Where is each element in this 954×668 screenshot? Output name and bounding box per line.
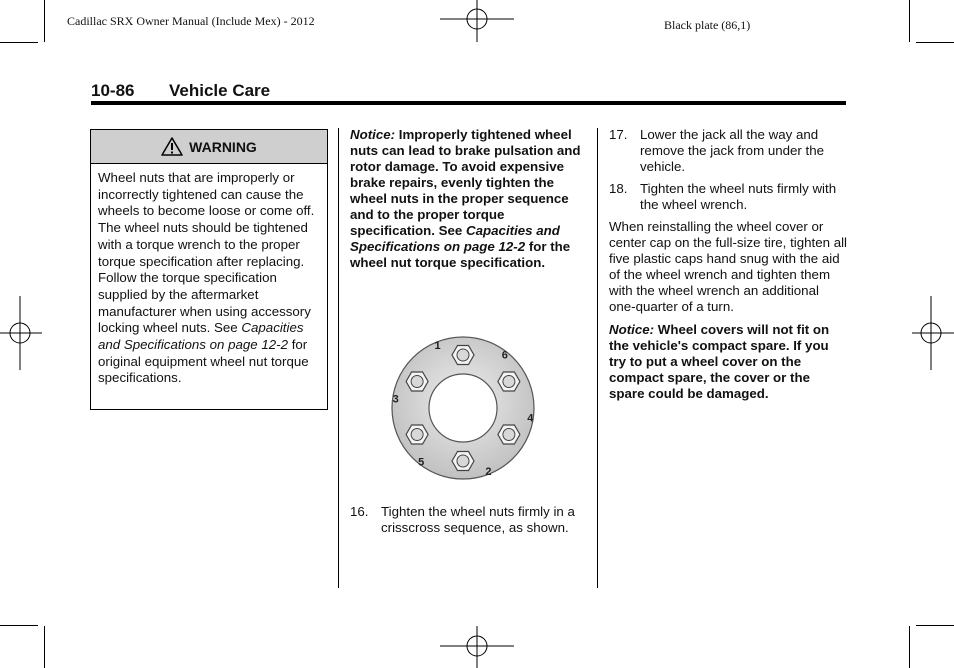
lug-sequence-label: 1 xyxy=(434,339,441,352)
header-right: Black plate (86,1) xyxy=(664,18,751,32)
wheel-nut-sequence-diagram xyxy=(390,322,540,482)
section-rule xyxy=(91,101,846,105)
warning-title: WARNING xyxy=(189,138,257,155)
step-16 xyxy=(350,504,590,542)
reinstall-paragraph: When reinstalling the wheel cover or center cap on the full-size tire, tighten all five plastic caps hand snug with the aid of the wheel wrench and tighten them with the wheel wrench an additional one-quarter of a turn. xyxy=(609,219,847,314)
step-text: Lower the jack all the way and remove the jack from under the vehicle. xyxy=(640,127,825,174)
lug-stud xyxy=(411,429,423,441)
notice-label: Notice: xyxy=(350,127,396,142)
lug-sequence-label: 3 xyxy=(392,393,399,406)
crop-mark xyxy=(916,42,954,43)
warning-header xyxy=(91,130,327,164)
step-number: 16. xyxy=(350,504,369,519)
warning-text-a: Wheel nuts that are improperly or incorrectly tightened can cause the wheels to become loose or come off. The wheel nuts should be tightened with a torque wrench to the proper torque specification after replacing. Follow the torque specification supplied by the aftermarket manufacturer when using accessory locking wheel nuts. See xyxy=(98,170,315,336)
warning-reference-link[interactable]: Capacities and Specifications on page 12-2 xyxy=(98,320,304,353)
lug-stud xyxy=(457,455,469,467)
step-number: 18. xyxy=(609,181,628,196)
notice-text-b: for the wheel nut torque specification. xyxy=(350,239,571,270)
crop-mark xyxy=(909,626,910,668)
notice-text: Wheel covers will not fit on the vehicle's compact spare. If you try to put a wheel cover on the compact spare, the cover or the spare could be damaged. xyxy=(609,322,830,401)
column-divider xyxy=(338,128,339,588)
registration-mark-right xyxy=(912,296,954,370)
registration-mark-left xyxy=(0,296,42,370)
lug-stud xyxy=(457,349,469,361)
lug-sequence-label: 2 xyxy=(485,466,492,479)
registration-mark-bottom xyxy=(440,626,514,668)
lug-sequence-label: 5 xyxy=(418,456,425,469)
warning-triangle-icon xyxy=(161,137,183,156)
notice-text-a: Improperly tightened wheel nuts can lead to brake pulsation and rotor damage. To avoid expensive brake repairs, evenly tighten the wheel nuts in the proper sequence and to the proper torque specification. See xyxy=(350,127,581,238)
crop-mark xyxy=(0,625,38,626)
crop-mark xyxy=(44,626,45,668)
right-column xyxy=(609,127,849,402)
center-bore xyxy=(429,374,497,442)
step-18 xyxy=(609,181,849,213)
registration-mark-top xyxy=(440,0,514,42)
step-number: 17. xyxy=(609,127,628,142)
header-left: Cadillac SRX Owner Manual (Include Mex) - 2012 xyxy=(67,14,315,28)
notice-compact-spare xyxy=(609,322,849,402)
notice-label: Notice: xyxy=(609,322,655,337)
lug-stud xyxy=(503,376,515,388)
lug-sequence-label: 4 xyxy=(527,412,534,425)
notice-reference-link[interactable]: Capacities and Specifications on page 12-2 xyxy=(350,223,560,254)
warning-box xyxy=(90,129,328,410)
lug-sequence-label: 6 xyxy=(501,349,508,362)
warning-text-b: for original equipment wheel nut torque specifications. xyxy=(98,337,309,386)
lug-stud xyxy=(503,429,515,441)
notice-brake xyxy=(350,127,590,271)
section-name: Vehicle Care xyxy=(169,81,271,100)
lug-stud xyxy=(411,376,423,388)
step-17 xyxy=(609,127,849,175)
column-divider xyxy=(597,128,598,588)
crop-mark xyxy=(909,0,910,42)
crop-mark xyxy=(0,42,38,43)
section-title xyxy=(91,81,270,101)
crop-mark xyxy=(44,0,45,42)
section-number: 10-86 xyxy=(91,81,135,100)
warning-text xyxy=(91,164,327,393)
step-text: Tighten the wheel nuts firmly with the wheel wrench. xyxy=(640,181,837,212)
step-text: Tighten the wheel nuts firmly in a crisscross sequence, as shown. xyxy=(381,504,575,535)
crop-mark xyxy=(916,625,954,626)
